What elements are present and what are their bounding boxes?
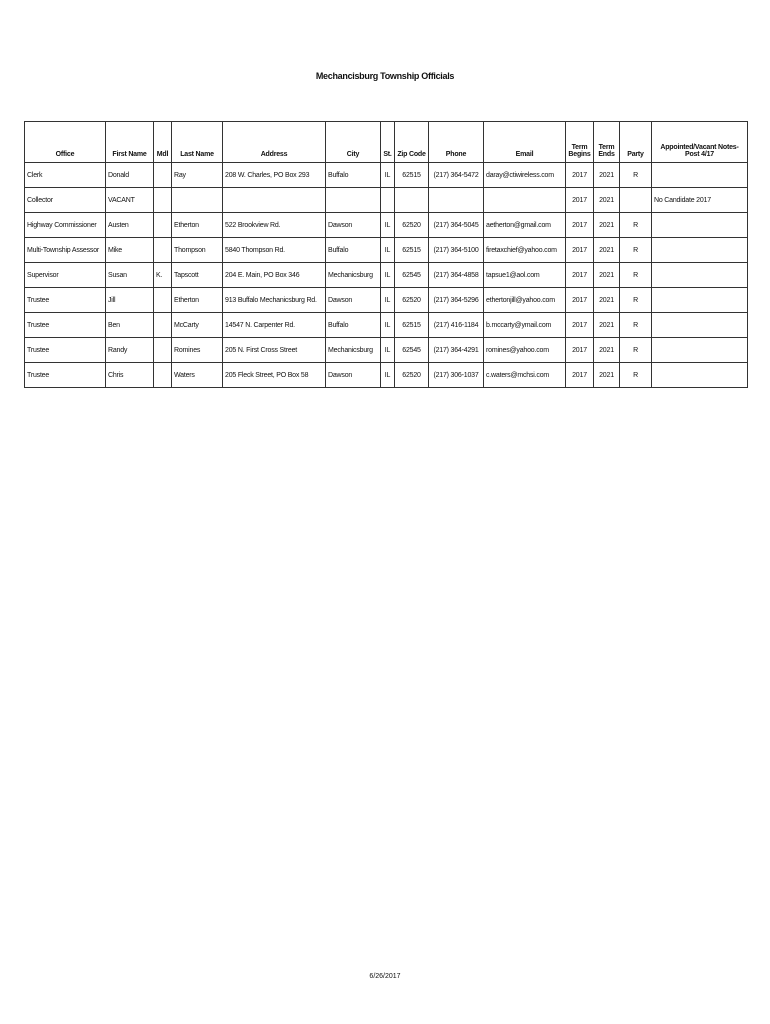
cell-office: Trustee [25,288,106,313]
cell-notes: No Candidate 2017 [652,188,748,213]
cell-term-ends: 2021 [594,288,620,313]
cell-term-begins: 2017 [566,313,594,338]
cell-city: Dawson [326,288,381,313]
cell-last-name: McCarty [172,313,223,338]
cell-zip-code: 62515 [395,313,429,338]
cell-last-name: Tapscott [172,263,223,288]
cell-city: Dawson [326,363,381,388]
column-header-first-name: First Name [106,122,154,163]
cell-term-begins: 2017 [566,213,594,238]
cell-party: R [620,238,652,263]
table-row [25,338,748,363]
cell-notes [652,263,748,288]
cell-phone: (217) 364-5045 [429,213,484,238]
cell-email: aetherton@gmail.com [484,213,566,238]
cell-office: Trustee [25,363,106,388]
cell-first-name: Jill [106,288,154,313]
cell-zip-code: 62545 [395,338,429,363]
cell-office: Trustee [25,338,106,363]
cell-notes [652,163,748,188]
cell-email: romines@yahoo.com [484,338,566,363]
table-row [25,263,748,288]
cell-phone: (217) 364-4858 [429,263,484,288]
cell-term-ends: 2021 [594,263,620,288]
column-header-zip-code: Zip Code [395,122,429,163]
cell-address: 208 W. Charles, PO Box 293 [223,163,326,188]
cell-first-name: Ben [106,313,154,338]
cell-email: c.waters@mchsi.com [484,363,566,388]
cell-phone [429,188,484,213]
cell-email: ethertonjill@yahoo.com [484,288,566,313]
cell-middle-initial [154,238,172,263]
cell-middle-initial [154,363,172,388]
cell-term-ends: 2021 [594,188,620,213]
cell-address: 14547 N. Carpenter Rd. [223,313,326,338]
cell-zip-code: 62515 [395,238,429,263]
cell-phone: (217) 364-4291 [429,338,484,363]
cell-term-ends: 2021 [594,213,620,238]
cell-term-begins: 2017 [566,163,594,188]
cell-email: firetaxchief@yahoo.com [484,238,566,263]
cell-term-begins: 2017 [566,363,594,388]
cell-middle-initial [154,163,172,188]
cell-state: IL [381,338,395,363]
cell-term-ends: 2021 [594,238,620,263]
cell-party: R [620,213,652,238]
cell-party: R [620,263,652,288]
cell-phone: (217) 364-5100 [429,238,484,263]
cell-term-begins: 2017 [566,338,594,363]
cell-last-name: Etherton [172,213,223,238]
cell-phone: (217) 364-5472 [429,163,484,188]
cell-first-name: Donald [106,163,154,188]
cell-address: 204 E. Main, PO Box 346 [223,263,326,288]
cell-office: Trustee [25,313,106,338]
cell-city [326,188,381,213]
cell-first-name: Susan [106,263,154,288]
cell-notes [652,313,748,338]
table-row [25,363,748,388]
cell-address: 205 N. First Cross Street [223,338,326,363]
cell-office: Multi-Township Assessor [25,238,106,263]
cell-first-name: VACANT [106,188,154,213]
cell-term-begins: 2017 [566,263,594,288]
officials-table [24,121,748,388]
cell-term-ends: 2021 [594,338,620,363]
cell-address: 205 Fleck Street, PO Box 58 [223,363,326,388]
column-header-last-name: Last Name [172,122,223,163]
cell-state: IL [381,238,395,263]
header-row [25,122,748,163]
table-row [25,288,748,313]
cell-zip-code: 62520 [395,363,429,388]
cell-first-name: Chris [106,363,154,388]
cell-last-name: Romines [172,338,223,363]
cell-last-name: Waters [172,363,223,388]
cell-party: R [620,163,652,188]
cell-party: R [620,338,652,363]
page-title: Mechancisburg Township Officials [315,71,455,81]
cell-term-begins: 2017 [566,188,594,213]
cell-zip-code: 62515 [395,163,429,188]
column-header-phone: Phone [429,122,484,163]
cell-first-name: Mike [106,238,154,263]
cell-city: Buffalo [326,238,381,263]
column-header-state: St. [381,122,395,163]
table-row [25,188,748,213]
cell-zip-code: 62520 [395,213,429,238]
column-header-office: Office [25,122,106,163]
cell-email: tapsue1@aol.com [484,263,566,288]
table-row [25,213,748,238]
cell-phone: (217) 364-5296 [429,288,484,313]
cell-address: 913 Buffalo Mechanicsburg Rd. [223,288,326,313]
column-header-email: Email [484,122,566,163]
cell-notes [652,338,748,363]
column-header-party: Party [620,122,652,163]
cell-email [484,188,566,213]
cell-notes [652,238,748,263]
cell-notes [652,363,748,388]
table-row [25,238,748,263]
cell-last-name: Thompson [172,238,223,263]
cell-city: Buffalo [326,313,381,338]
cell-email: daray@ctiwireless.com [484,163,566,188]
table-row [25,163,748,188]
cell-term-ends: 2021 [594,163,620,188]
cell-last-name: Etherton [172,288,223,313]
cell-middle-initial [154,213,172,238]
column-header-term-begins: Term Begins [566,122,594,163]
cell-last-name: Ray [172,163,223,188]
cell-last-name [172,188,223,213]
cell-office: Clerk [25,163,106,188]
cell-party: R [620,313,652,338]
cell-city: Dawson [326,213,381,238]
cell-notes [652,288,748,313]
cell-state: IL [381,313,395,338]
cell-office: Supervisor [25,263,106,288]
cell-state [381,188,395,213]
cell-first-name: Randy [106,338,154,363]
cell-email: b.mccarty@ymail.com [484,313,566,338]
cell-city: Buffalo [326,163,381,188]
cell-notes [652,213,748,238]
cell-middle-initial [154,338,172,363]
cell-address: 5840 Thompson Rd. [223,238,326,263]
cell-party: R [620,288,652,313]
cell-middle-initial: K. [154,263,172,288]
cell-city: Mechanicsburg [326,263,381,288]
cell-zip-code: 62520 [395,288,429,313]
cell-phone: (217) 306-1037 [429,363,484,388]
cell-party: R [620,363,652,388]
cell-office: Collector [25,188,106,213]
cell-phone: (217) 416-1184 [429,313,484,338]
cell-term-begins: 2017 [566,288,594,313]
column-header-city: City [326,122,381,163]
cell-city: Mechanicsburg [326,338,381,363]
cell-term-ends: 2021 [594,313,620,338]
cell-zip-code: 62545 [395,263,429,288]
cell-party [620,188,652,213]
cell-term-ends: 2021 [594,363,620,388]
cell-state: IL [381,163,395,188]
cell-address [223,188,326,213]
cell-middle-initial [154,313,172,338]
column-header-notes: Appointed/Vacant Notes-Post 4/17 [652,122,748,163]
cell-first-name: Austen [106,213,154,238]
cell-term-begins: 2017 [566,238,594,263]
column-header-term-ends: Term Ends [594,122,620,163]
cell-office: Highway Commissioner [25,213,106,238]
cell-middle-initial [154,288,172,313]
cell-middle-initial [154,188,172,213]
cell-state: IL [381,263,395,288]
column-header-middle-initial: Mdl [154,122,172,163]
table-row [25,313,748,338]
cell-address: 522 Brookview Rd. [223,213,326,238]
column-header-address: Address [223,122,326,163]
cell-state: IL [381,363,395,388]
footer-date: 6/26/2017 [369,973,401,980]
cell-zip-code [395,188,429,213]
cell-state: IL [381,288,395,313]
cell-state: IL [381,213,395,238]
